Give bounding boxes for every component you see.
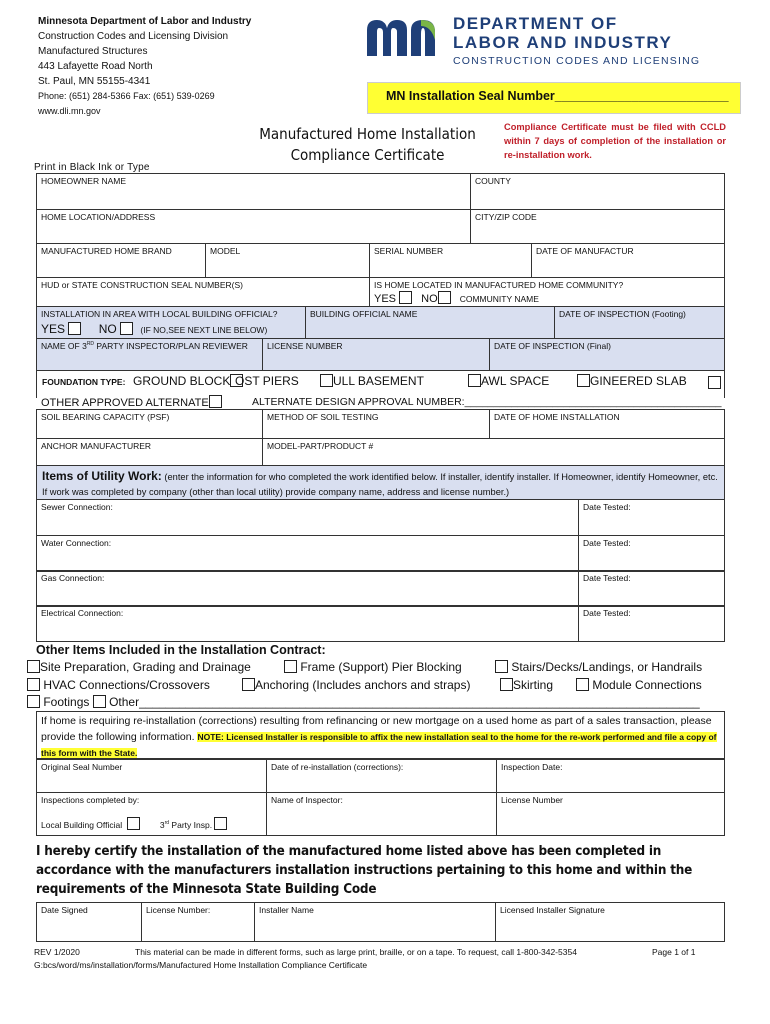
engineered-slab-label: GINEERED SLAB: [590, 374, 687, 388]
community-no-checkbox[interactable]: [438, 291, 451, 304]
inspections-by-cell: [36, 792, 267, 836]
reinstall-license-field[interactable]: License Number: [496, 792, 725, 836]
logo-line3: CONSTRUCTION CODES AND LICENSING: [453, 55, 701, 67]
utility-date-tested-field[interactable]: Date Tested:: [578, 535, 725, 572]
date-inspection-final-field[interactable]: DATE OF INSPECTION (Final): [489, 338, 725, 371]
local-official-checkbox[interactable]: [127, 817, 140, 830]
brand-field[interactable]: MANUFACTURED HOME BRAND: [36, 243, 206, 278]
if-no-note: (IF NO,SEE NEXT LINE BELOW): [140, 325, 268, 335]
phone: Phone: (651) 284-5366 Fax: (651) 539-0269: [38, 91, 215, 101]
skirting-checkbox[interactable]: [500, 678, 513, 691]
engineered-slab-checkbox[interactable]: [577, 374, 590, 387]
utility-date-tested-field[interactable]: Date Tested:: [578, 570, 725, 607]
module-checkbox[interactable]: [576, 678, 589, 691]
print-note: Print in Black Ink or Type: [34, 162, 150, 173]
local-official-question: INSTALLATION IN AREA WITH LOCAL BUILDING OFFICIAL?: [41, 309, 278, 319]
mn-logo-icon: [365, 16, 445, 58]
frame-checkbox[interactable]: [284, 660, 297, 673]
hud-seal-field[interactable]: HUD or STATE CONSTRUCTION SEAL NUMBER(S): [36, 277, 370, 307]
org-name: Minnesota Department of Labor and Industry: [38, 16, 252, 27]
community-yes-label: YES: [374, 293, 397, 305]
ground-block-label: GROUND BLOCK: [133, 374, 231, 388]
utility-heading: Items of Utility Work:: [42, 469, 162, 483]
anchoring-checkbox[interactable]: [242, 678, 255, 691]
engineered-slab-end-checkbox[interactable]: [708, 374, 721, 392]
community-no-label: NO: [421, 293, 438, 305]
utility-connection-field[interactable]: Water Connection:: [36, 535, 579, 572]
other-alternate-option[interactable]: [41, 395, 222, 409]
module-option[interactable]: [576, 678, 702, 692]
post-piers-label: OST PIERS: [235, 374, 299, 388]
date-signed-field[interactable]: Date Signed: [36, 902, 142, 942]
footings-checkbox[interactable]: [27, 695, 40, 708]
local-official-label: Local Building Official: [41, 820, 123, 830]
third-party-insp-label: 3rd Party Insp.: [159, 820, 213, 830]
license-number-field[interactable]: LICENSE NUMBER: [262, 338, 490, 371]
site-prep-checkbox[interactable]: [27, 660, 40, 673]
engineered-slab-option[interactable]: [577, 374, 687, 388]
community-name-label: COMMUNITY NAME: [459, 294, 539, 304]
sig-license-field[interactable]: License Number:: [141, 902, 255, 942]
soil-capacity-field[interactable]: SOIL BEARING CAPACITY (PSF): [36, 409, 263, 439]
official-yes-checkbox[interactable]: [68, 322, 81, 335]
original-seal-field[interactable]: Original Seal Number: [36, 759, 267, 793]
other-alternate-checkbox[interactable]: [209, 395, 222, 408]
logo-line1: DEPARTMENT OF: [453, 14, 618, 33]
frame-label: Frame (Support) Pier Blocking: [300, 660, 462, 674]
other-checkbox[interactable]: [93, 695, 106, 708]
crawl-space-label: AWL SPACE: [481, 374, 550, 388]
certification-statement: I hereby certify the installation of the manufactured home listed above has been completed in accordance with the manufacturers installation instructions pertaining to this home and within the requirements of the Minnesota State Building Code: [36, 844, 693, 897]
local-official-cell: [36, 306, 306, 339]
division: Construction Codes and Licensing Division: [38, 31, 229, 42]
logo-line2: LABOR AND INDUSTRY: [453, 33, 673, 52]
third-party-field[interactable]: NAME OF 3RD PARTY INSPECTOR/PLAN REVIEWER: [36, 338, 263, 371]
model-part-field[interactable]: MODEL-PART/PRODUCT #: [262, 438, 725, 466]
reinstall-note: NOTE: Licensed Installer is responsible to affix the new installation seal to the home for the re-work performed and file a copy of this form with the State.: [41, 732, 717, 758]
full-basement-label: ULL BASEMENT: [333, 374, 424, 388]
ground-block-option[interactable]: [133, 374, 243, 388]
form-title: [250, 124, 485, 166]
full-basement-checkbox[interactable]: [320, 374, 333, 387]
date-install-field[interactable]: DATE OF HOME INSTALLATION: [489, 409, 725, 439]
hvac-label: HVAC Connections/Crossovers: [43, 678, 210, 692]
third-party-insp-checkbox[interactable]: [214, 817, 227, 830]
anchoring-label: Anchoring (Includes anchors and straps): [255, 678, 471, 692]
stairs-label: Stairs/Decks/Landings, or Handrails: [511, 660, 703, 674]
site-prep-label: Site Preparation, Grading and Drainage: [40, 660, 251, 674]
street: 443 Lafayette Road North: [38, 61, 153, 72]
seal-number-box[interactable]: MN Installation Seal Number_________________________: [367, 82, 741, 114]
utility-date-tested-field[interactable]: Date Tested:: [578, 499, 725, 536]
anchoring-option[interactable]: [242, 678, 470, 692]
other-field[interactable]: Other____________________________________________________________________________________: [109, 695, 700, 709]
community-yes-checkbox[interactable]: [399, 291, 412, 304]
serial-field[interactable]: SERIAL NUMBER: [369, 243, 532, 278]
anchor-manufacturer-field[interactable]: ANCHOR MANUFACTURER: [36, 438, 263, 466]
soil-method-field[interactable]: METHOD OF SOIL TESTING: [262, 409, 490, 439]
module-label: Module Connections: [592, 678, 702, 692]
utility-description: (enter the information for who completed the work identified below. If installer, identify installer. If Homeowner, identify Homeowner, etc. If work was completed by company (other than local utility) provide company name, address and license number.): [42, 472, 718, 497]
utility-connection-field[interactable]: Electrical Connection:: [36, 605, 579, 642]
location-field[interactable]: HOME LOCATION/ADDRESS: [36, 209, 471, 244]
skirting-label: Skirting: [513, 678, 554, 692]
date-inspection-footing-field[interactable]: DATE OF INSPECTION (Footing): [554, 306, 725, 339]
installer-name-field[interactable]: Installer Name: [254, 902, 496, 942]
inspector-name-field[interactable]: Name of Inspector:: [266, 792, 497, 836]
date-reinstall-field[interactable]: Date of re-installation (corrections):: [266, 759, 497, 793]
crawl-space-option[interactable]: [468, 374, 549, 388]
footings-option[interactable]: [27, 695, 700, 709]
community-question: IS HOME LOCATED IN MANUFACTURED HOME COMMUNITY?: [374, 280, 624, 290]
utility-connection-field[interactable]: Sewer Connection:: [36, 499, 579, 536]
city: St. Paul, MN 55155-4341: [38, 76, 151, 87]
agency-address: [38, 14, 338, 119]
unit: Manufactured Structures: [38, 46, 148, 57]
model-field[interactable]: MODEL: [205, 243, 370, 278]
reinstall-text: [41, 713, 719, 761]
homeowner-field[interactable]: HOMEOWNER NAME: [36, 173, 471, 210]
utility-header: [36, 465, 725, 500]
utility-date-tested-field[interactable]: Date Tested:: [578, 605, 725, 642]
inspections-by-label: Inspections completed by:: [41, 795, 140, 805]
title-line2: Compliance Certificate: [290, 146, 445, 164]
hvac-checkbox[interactable]: [27, 678, 40, 691]
hvac-option[interactable]: [27, 678, 210, 692]
official-no-checkbox[interactable]: [120, 322, 133, 335]
community-cell: [369, 277, 725, 307]
official-yes-label: YES: [41, 322, 66, 336]
slab-checkbox-2[interactable]: [708, 376, 721, 389]
full-basement-option[interactable]: [320, 374, 424, 388]
footings-label: Footings: [43, 695, 90, 709]
other-alternate-label: OTHER APPROVED ALTERNATE: [41, 397, 209, 409]
county-field[interactable]: COUNTY: [470, 173, 725, 210]
alt-format-note: This material can be made in different forms, such as large print, braille, or on a tape. To request, call 1-800-342-5354: [135, 947, 577, 957]
page-number: Page 1 of 1: [652, 947, 696, 957]
inspection-date-field[interactable]: Inspection Date:: [496, 759, 725, 793]
cityzip-field[interactable]: CITY/ZIP CODE: [470, 209, 725, 244]
crawl-space-checkbox[interactable]: [468, 374, 481, 387]
frame-option[interactable]: [284, 660, 462, 674]
skirting-option[interactable]: [500, 678, 553, 692]
stairs-option[interactable]: [495, 660, 702, 674]
title-line1: Manufactured Home Installation: [259, 125, 476, 143]
official-no-label: NO: [98, 322, 117, 336]
other-items-heading: Other Items Included in the Installation Contract:: [36, 643, 326, 657]
file-path: G:bcs/word/ms/installation/forms/Manufactured Home Installation Compliance Certificate: [34, 960, 368, 970]
utility-connection-field[interactable]: Gas Connection:: [36, 570, 579, 607]
web: www.dli.mn.gov: [38, 106, 101, 116]
site-prep-option[interactable]: [27, 660, 251, 674]
reinstall-paragraph: If home is requiring re-installation (corrections) resulting from refinancing or new mortgage on a used home as part of a sales transaction, please provide the following information.: [41, 715, 712, 743]
stairs-checkbox[interactable]: [495, 660, 508, 673]
official-name-field[interactable]: BUILDING OFFICIAL NAME: [305, 306, 555, 339]
alt-design-field[interactable]: ALTERNATE DESIGN APPROVAL NUMBER:____________________________________________: [252, 396, 722, 408]
dli-logo: [365, 12, 705, 68]
signature-field[interactable]: Licensed Installer Signature: [495, 902, 725, 942]
date-manufacture-field[interactable]: DATE OF MANUFACTUR: [531, 243, 725, 278]
foundation-type-label: FOUNDATION TYPE:: [42, 377, 126, 387]
filing-notice: Compliance Certificate must be filed with CCLD within 7 days of completion of the installation or re-installation work.: [504, 122, 726, 160]
post-piers-option[interactable]: [235, 374, 299, 388]
revision: REV 1/2020: [34, 947, 80, 957]
